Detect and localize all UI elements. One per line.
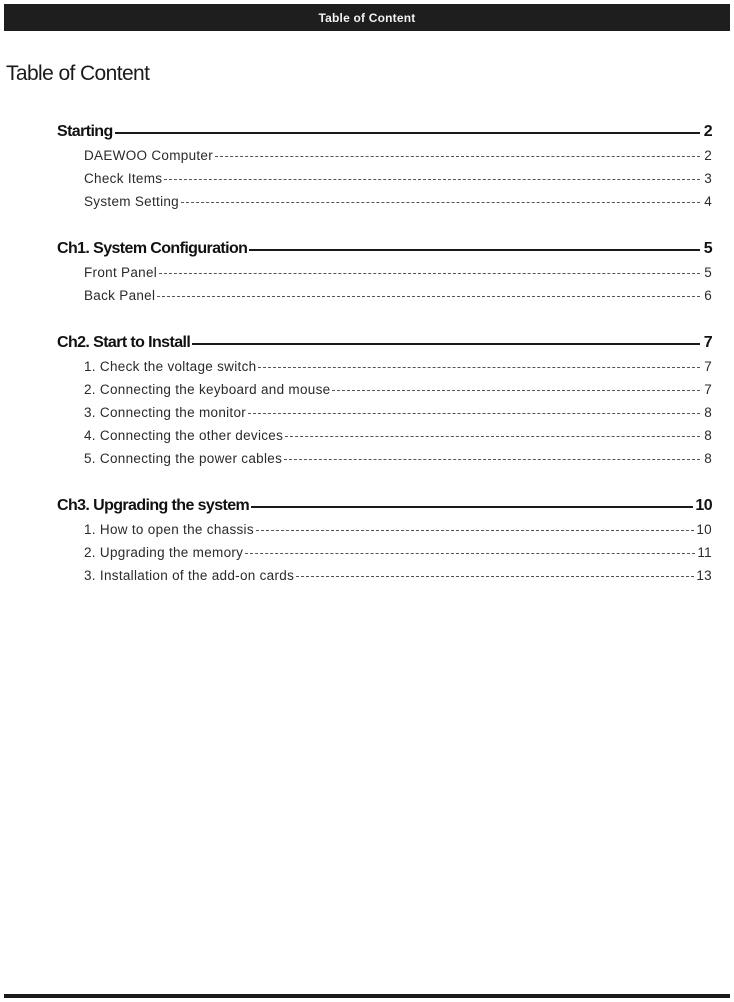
leader-dashes — [159, 273, 700, 274]
toc-entry-label: Back Panel — [84, 288, 156, 303]
leader-line — [251, 506, 693, 508]
toc-entry-label: Check Items — [84, 171, 163, 186]
toc-section-starting — [57, 119, 712, 213]
toc-section-ch1 — [57, 236, 712, 307]
toc-entry-label: 3. Installation of the add-on cards — [84, 568, 295, 583]
toc-entry[interactable] — [57, 190, 712, 213]
leader-dashes — [181, 202, 700, 203]
toc-page-number: 5 — [704, 265, 712, 280]
toc-entry-label: System Setting — [84, 194, 179, 209]
header-bar — [4, 4, 730, 31]
toc-entry-label: DAEWOO Computer — [84, 148, 214, 163]
leader-dashes — [284, 459, 700, 460]
toc-page-number: 7 — [704, 359, 712, 374]
toc-section-heading[interactable] — [57, 330, 712, 355]
toc-section-label: Ch3. Upgrading the system — [57, 497, 250, 514]
leader-dashes — [332, 390, 700, 391]
page-title: Table of Content — [6, 62, 150, 85]
leader-dashes — [285, 436, 700, 437]
toc-entry[interactable] — [57, 378, 712, 401]
toc-entry[interactable] — [57, 261, 712, 284]
leader-dashes — [215, 156, 700, 157]
leader-dashes — [157, 296, 700, 297]
toc-entry[interactable] — [57, 541, 712, 564]
toc-page-number: 2 — [703, 123, 712, 140]
leader-dashes — [296, 576, 694, 577]
leader-dashes — [245, 553, 695, 554]
toc-page-number: 7 — [703, 334, 712, 351]
leader-dashes — [164, 179, 700, 180]
toc-page-number: 3 — [704, 171, 712, 186]
leader-dashes — [256, 530, 694, 531]
toc-page-number: 4 — [704, 194, 712, 209]
toc-entry[interactable] — [57, 167, 712, 190]
toc-entry-label: 1. How to open the chassis — [84, 522, 254, 537]
toc-page-number: 5 — [703, 240, 712, 257]
toc-entry-label: 2. Upgrading the memory — [84, 545, 244, 560]
toc-section-label: Ch2. Start to Install — [57, 334, 191, 351]
leader-dashes — [258, 367, 700, 368]
table-of-contents — [57, 119, 712, 610]
toc-section-heading[interactable] — [57, 493, 712, 518]
toc-page-number: 8 — [704, 428, 712, 443]
toc-page-number: 10 — [696, 522, 712, 537]
toc-page-number: 2 — [704, 148, 712, 163]
toc-page-number: 13 — [696, 568, 712, 583]
toc-entry-label: 3. Connecting the monitor — [84, 405, 247, 420]
toc-entry-label: 4. Connecting the other devices — [84, 428, 284, 443]
toc-entry[interactable] — [57, 424, 712, 447]
toc-page-number: 8 — [704, 405, 712, 420]
toc-section-ch3 — [57, 493, 712, 587]
toc-section-label: Starting — [57, 123, 113, 140]
leader-line — [249, 249, 700, 251]
toc-page-number: 7 — [704, 382, 712, 397]
toc-section-heading[interactable] — [57, 119, 712, 144]
footer-rule — [4, 994, 730, 998]
toc-entry[interactable] — [57, 518, 712, 541]
toc-page-number: 10 — [695, 497, 712, 514]
toc-section-label: Ch1. System Configuration — [57, 240, 248, 257]
toc-section-heading[interactable] — [57, 236, 712, 261]
toc-page-number: 6 — [704, 288, 712, 303]
toc-entry-label: 5. Connecting the power cables — [84, 451, 283, 466]
toc-page-number: 8 — [704, 451, 712, 466]
toc-entry-label: 2. Connecting the keyboard and mouse — [84, 382, 331, 397]
leader-line — [115, 132, 700, 134]
toc-entry-label: 1. Check the voltage switch — [84, 359, 257, 374]
toc-entry[interactable] — [57, 564, 712, 587]
toc-entry-label: Front Panel — [84, 265, 158, 280]
leader-line — [192, 343, 700, 345]
header-title: Table of Content — [318, 10, 416, 25]
toc-section-ch2 — [57, 330, 712, 470]
toc-entry[interactable] — [57, 284, 712, 307]
toc-page-number: 11 — [697, 545, 712, 560]
toc-entry[interactable] — [57, 355, 712, 378]
leader-dashes — [248, 413, 700, 414]
toc-entry[interactable] — [57, 144, 712, 167]
toc-entry[interactable] — [57, 401, 712, 424]
toc-entry[interactable] — [57, 447, 712, 470]
